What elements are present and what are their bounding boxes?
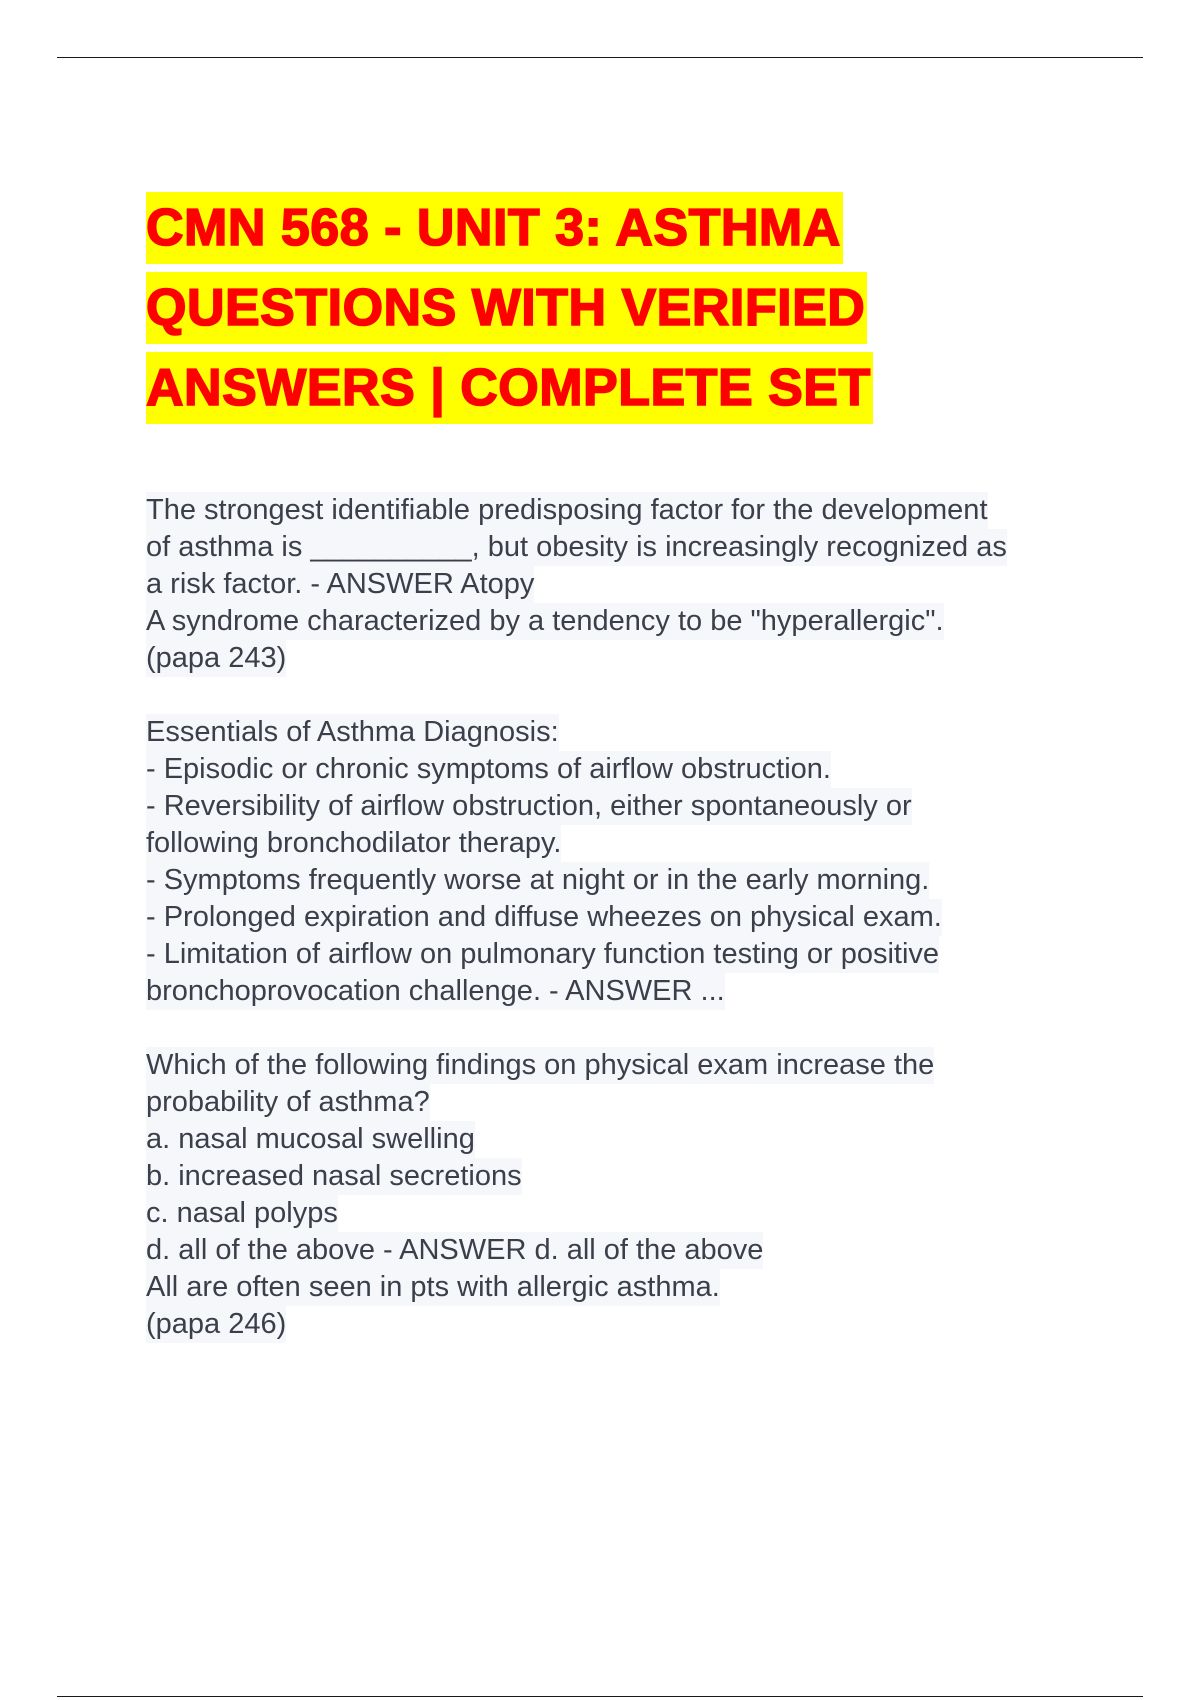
text-line: c. nasal polyps (146, 1195, 338, 1232)
text-line: d. all of the above - ANSWER d. all of the above (146, 1232, 763, 1269)
qa-block-diagnosis (146, 714, 1156, 1010)
text-line: A syndrome characterized by a tendency to be "hyperallergic". (146, 603, 944, 640)
document-body (146, 492, 1156, 1380)
text-line: (papa 243) (146, 640, 286, 677)
text-line: Which of the following findings on physical exam increase the (146, 1047, 934, 1084)
text-line: bronchoprovocation challenge. - ANSWER ... (146, 973, 725, 1010)
text-line: of asthma is __________, but obesity is increasingly recognized as (146, 529, 1007, 566)
text-line: - Reversibility of airflow obstruction, either spontaneously or (146, 788, 912, 825)
title-line-2: QUESTIONS WITH VERIFIED (146, 272, 867, 344)
text-line: a. nasal mucosal swelling (146, 1121, 475, 1158)
text-line: All are often seen in pts with allergic asthma. (146, 1269, 720, 1306)
bottom-rule (57, 1696, 1143, 1697)
text-line: b. increased nasal secretions (146, 1158, 522, 1195)
qa-block-physical-exam (146, 1047, 1156, 1343)
text-line: - Limitation of airflow on pulmonary function testing or positive (146, 936, 939, 973)
text-line: (papa 246) (146, 1306, 286, 1343)
top-rule (57, 57, 1143, 58)
title-line-3: ANSWERS | COMPLETE SET (146, 352, 873, 424)
text-line: The strongest identifiable predisposing factor for the development (146, 492, 988, 529)
qa-block-atopy (146, 492, 1156, 677)
text-line: - Episodic or chronic symptoms of airflow obstruction. (146, 751, 831, 788)
text-line: - Prolonged expiration and diffuse wheezes on physical exam. (146, 899, 942, 936)
text-line: a risk factor. - ANSWER Atopy (146, 566, 534, 603)
document-title (146, 192, 1146, 432)
text-line: - Symptoms frequently worse at night or in the early morning. (146, 862, 929, 899)
title-line-1: CMN 568 - UNIT 3: ASTHMA (146, 192, 843, 264)
text-line: following bronchodilator therapy. (146, 825, 561, 862)
text-line: Essentials of Asthma Diagnosis: (146, 714, 559, 751)
text-line: probability of asthma? (146, 1084, 430, 1121)
